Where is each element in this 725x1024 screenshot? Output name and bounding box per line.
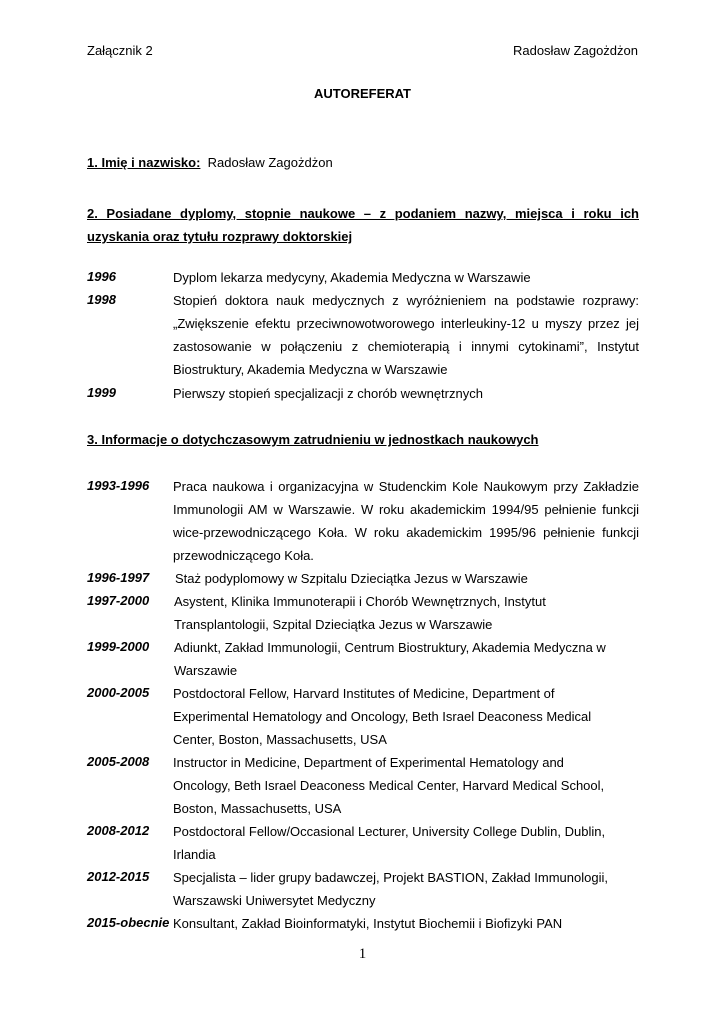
entry-year: 1999 <box>87 385 116 400</box>
section-1-value: Radosław Zagożdżon <box>207 155 333 170</box>
page-number: 1 <box>358 946 367 962</box>
entry-year: 1999-2000 <box>87 639 150 654</box>
header-left: Załącznik 2 <box>87 43 153 58</box>
entry-year: 1996-1997 <box>87 570 150 585</box>
section-1 <box>87 155 333 170</box>
entry-text: Postdoctoral Fellow/Occasional Lecturer, University College Dublin, Dublin, Irlandia <box>173 824 606 862</box>
section-3-heading: 3. Informacje o dotychczasowym zatrudnieniu w jednostkach naukowych <box>87 432 539 447</box>
entry-year: 2012-2015 <box>87 869 150 884</box>
entry-year: 1996 <box>87 269 116 284</box>
entry-year: 2008-2012 <box>87 823 150 838</box>
entry-text: Dyplom lekarza medycyny, Akademia Medyczna w Warszawie <box>173 270 531 285</box>
entry-text: Specjalista – lider grupy badawczej, Projekt BASTION, Zakład Immunologii, Warszawski Uniwersytet Medyczny <box>173 870 608 908</box>
section-1-heading: 1. Imię i nazwisko: <box>87 155 201 170</box>
entry-text: Konsultant, Zakład Bioinformatyki, Instytut Biochemii i Biofizyki PAN <box>173 916 563 931</box>
entry-text: Staż podyplomowy w Szpitalu Dzieciątka Jezus w Warszawie <box>175 571 528 586</box>
entry-year: 2015-obecnie <box>87 915 170 930</box>
entry-year: 1993-1996 <box>87 478 150 493</box>
entry-text: Adiunkt, Zakład Immunologii, Centrum Biostruktury, Akademia Medyczna w Warszawie <box>174 640 606 678</box>
entry-text: Pierwszy stopień specjalizacji z chorób wewnętrznych <box>173 386 483 401</box>
section-2-heading: 2. Posiadane dyplomy, stopnie naukowe – z podaniem nazwy, miejsca i roku ich uzyskania oraz tytułu rozprawy doktorskiej <box>87 206 639 244</box>
entry-year: 1998 <box>87 292 116 307</box>
entry-year: 1997-2000 <box>87 593 150 608</box>
entry-text: Praca naukowa i organizacyjna w Studenckim Kole Naukowym przy Zakładzie Immunologii AM w Warszawie. W roku akademickim 1994/95 pełnienie funkcji wice-przewodniczącego Koła. W roku akademickim 1995/96 pełnienie funkcji przewodniczącego Koła. <box>173 479 639 563</box>
entry-year: 2000-2005 <box>87 685 150 700</box>
entry-text: Postdoctoral Fellow, Harvard Institutes of Medicine, Department of Experimental Hematology and Oncology, Beth Israel Deaconess Medical Center, Boston, Massachusetts, USA <box>173 686 592 747</box>
entry-text: Asystent, Klinika Immunoterapii i Chorób Wewnętrznych, Instytut Transplantologii, Szpital Dzieciątka Jezus w Warszawie <box>174 594 546 632</box>
entry-text: Instructor in Medicine, Department of Experimental Hematology and Oncology, Beth Israel Deaconess Medical Center, Harvard Medical School, Boston, Massachusetts, USA <box>173 755 605 816</box>
entry-year: 2005-2008 <box>87 754 150 769</box>
entry-text: Stopień doktora nauk medycznych z wyróżnieniem na podstawie rozprawy: „Zwiększenie efektu przeciwnowotworowego interleukiny-12 u myszy przez jej zastosowanie w połączeniu z chemioterapią i innymi cytokinami”, Instytut Biostruktury, Akademia Medyczna w Warszawie <box>173 293 639 377</box>
header-right: Radosław Zagożdżon <box>512 43 638 58</box>
document-title: AUTOREFERAT <box>313 86 412 101</box>
